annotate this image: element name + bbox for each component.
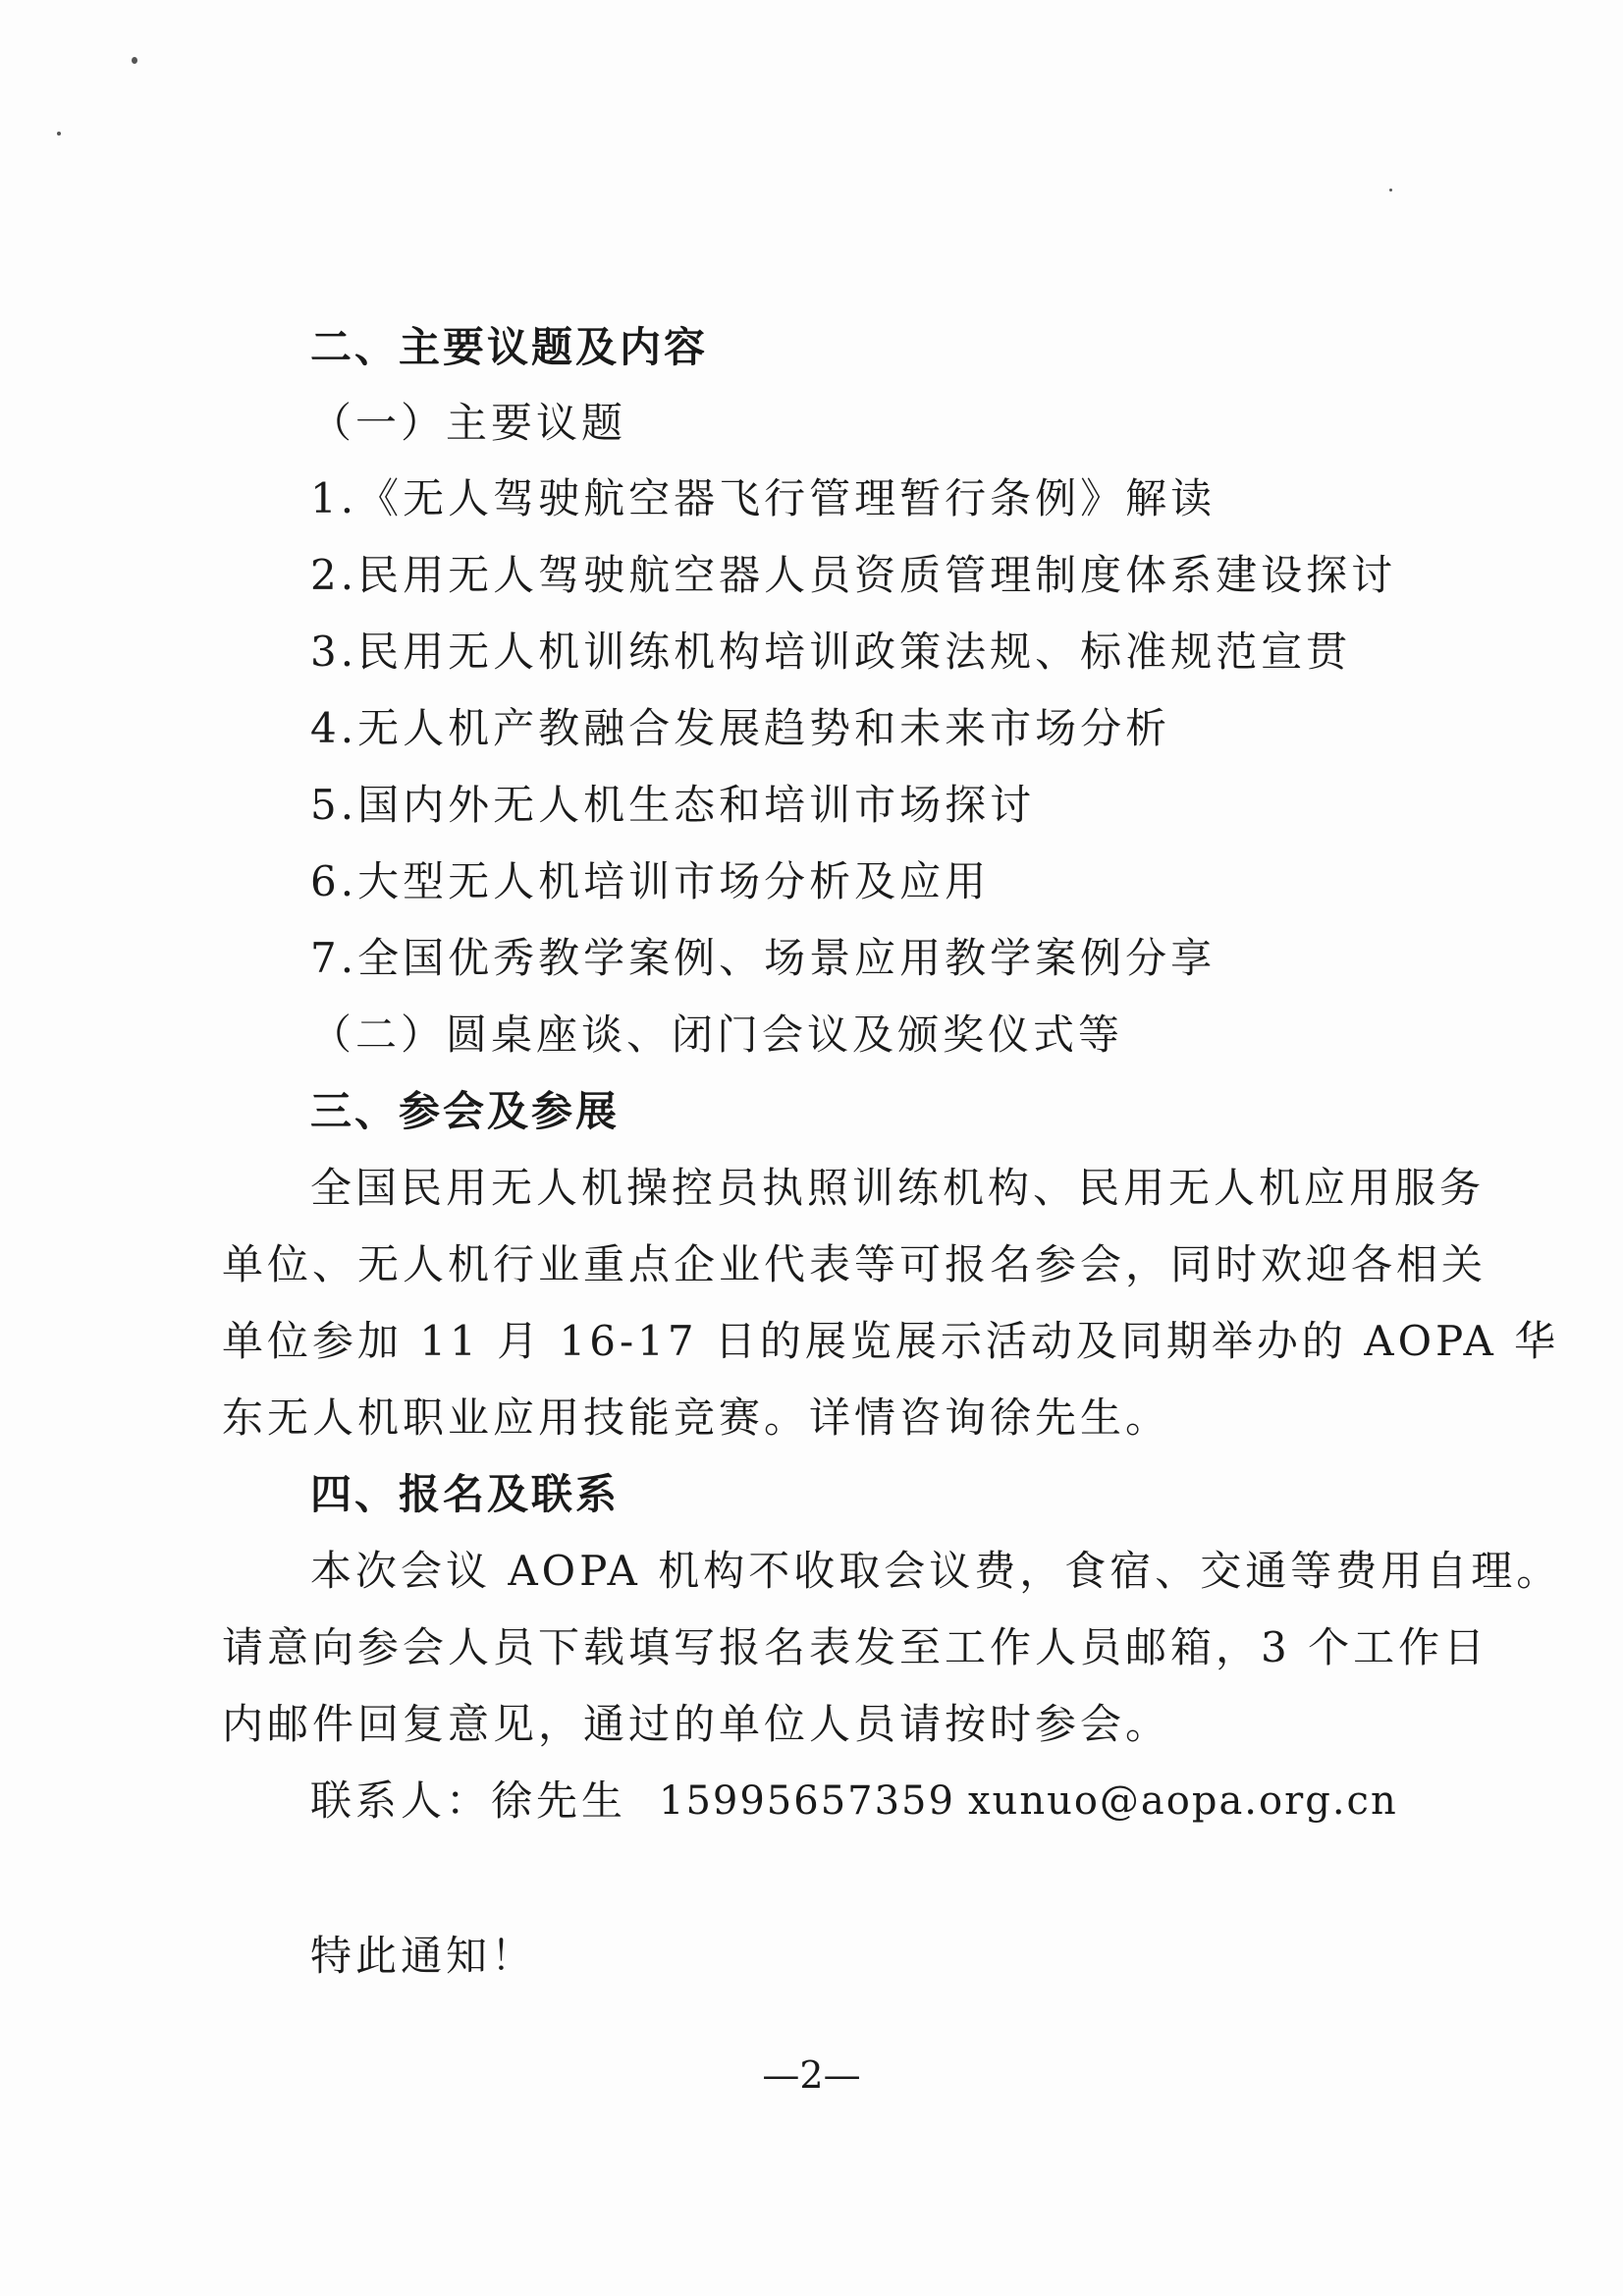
paragraph-line: 内邮件回复意见，通过的单位人员请按时参会。 bbox=[222, 1700, 1171, 1748]
paragraph-line: 全国民用无人机操控员执照训练机构、民用无人机应用服务 bbox=[310, 1164, 1486, 1212]
contact-phone: 15995657359 bbox=[659, 1778, 955, 1824]
contact-email: xunuo@aopa.org.cn bbox=[968, 1778, 1398, 1824]
topic-item: 5.国内外无人机生态和培训市场探讨 bbox=[310, 781, 1036, 829]
paragraph-line: 东无人机职业应用技能竞赛。详情咨询徐先生。 bbox=[222, 1394, 1171, 1442]
topic-item: 4.无人机产教融合发展趋势和未来市场分析 bbox=[310, 704, 1171, 752]
section-heading-attendance: 三、参会及参展 bbox=[310, 1087, 621, 1135]
paragraph-line: 请意向参会人员下载填写报名表发至工作人员邮箱，3 个工作日 bbox=[222, 1623, 1489, 1671]
paragraph-line: 单位参加 11 月 16-17 日的展览展示活动及同期举办的 AOPA 华 bbox=[222, 1317, 1560, 1365]
scan-speck bbox=[132, 57, 137, 64]
topic-item: 3.民用无人机训练机构培训政策法规、标准规范宣贯 bbox=[310, 628, 1352, 676]
topic-item: 2.民用无人驾驶航空器人员资质管理制度体系建设探讨 bbox=[310, 551, 1397, 599]
section-heading-registration: 四、报名及联系 bbox=[310, 1470, 621, 1518]
topic-item: 7.全国优秀教学案例、场景应用教学案例分享 bbox=[310, 934, 1217, 982]
section-heading-topics: 二、主要议题及内容 bbox=[310, 323, 709, 371]
contact-label: 联系人：徐先生 bbox=[310, 1777, 627, 1825]
scan-speck bbox=[1389, 189, 1392, 191]
paragraph-line: 本次会议 AOPA 机构不收取会议费，食宿、交通等费用自理。 bbox=[310, 1547, 1562, 1595]
subheading-roundtable: （二）圆桌座谈、闭门会议及颁奖仪式等 bbox=[310, 1011, 1124, 1059]
page-number: —2— bbox=[762, 2053, 861, 2097]
closing-line: 特此通知！ bbox=[310, 1932, 537, 1980]
scan-speck bbox=[57, 132, 61, 136]
topic-item: 6.大型无人机培训市场分析及应用 bbox=[310, 857, 991, 905]
topic-item: 1.《无人驾驶航空器飞行管理暂行条例》解读 bbox=[310, 474, 1217, 522]
subheading-main-topics: （一）主要议题 bbox=[310, 399, 627, 447]
paragraph-line: 单位、无人机行业重点企业代表等可报名参会，同时欢迎各相关 bbox=[222, 1240, 1488, 1288]
